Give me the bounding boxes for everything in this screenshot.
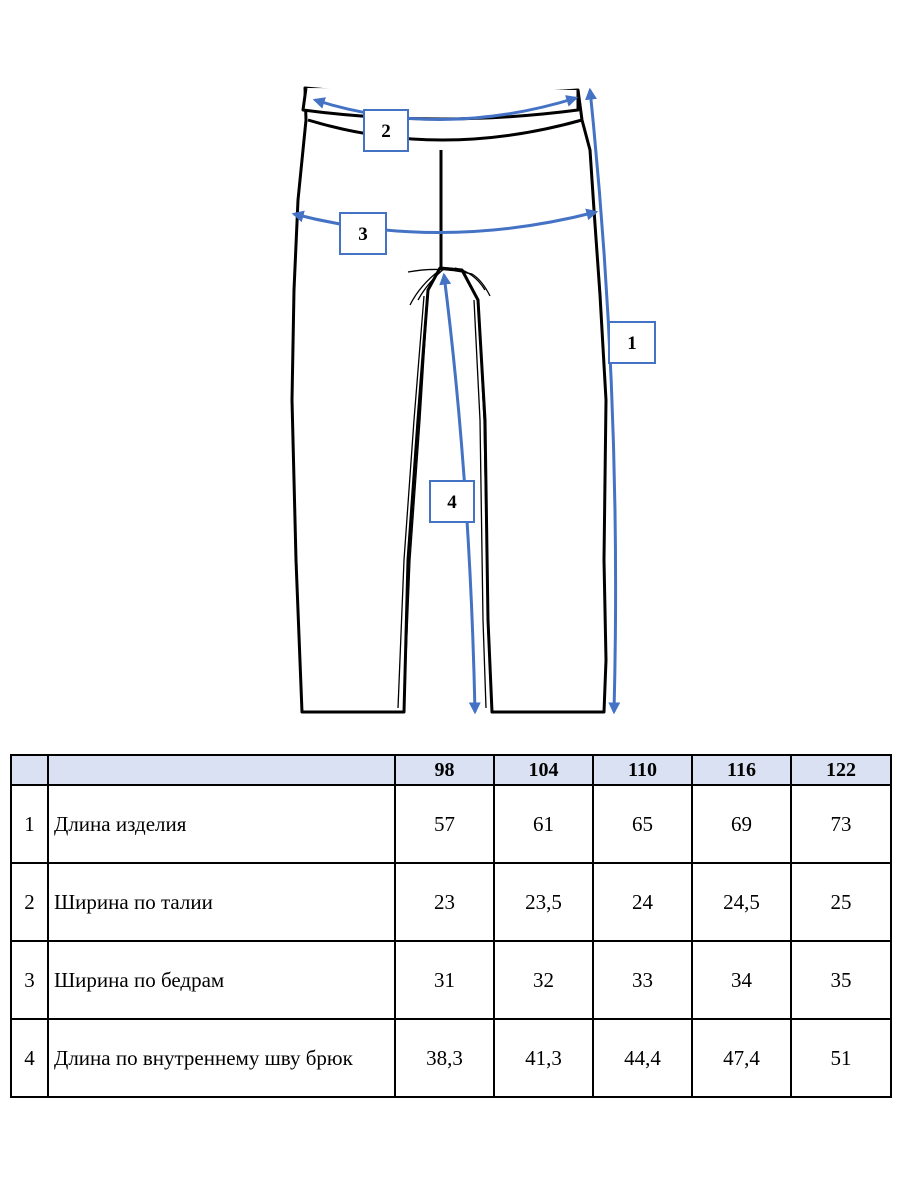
measurement-name: Длина по внутреннему шву брюк (48, 1019, 395, 1097)
table-cell: 35 (791, 941, 891, 1019)
table-cell: 51 (791, 1019, 891, 1097)
label-2-text: 2 (381, 121, 391, 142)
size-table (10, 754, 892, 1098)
table-row (11, 785, 891, 863)
label-1-text: 1 (627, 333, 637, 354)
table-cell: 44,4 (593, 1019, 692, 1097)
table-row (11, 941, 891, 1019)
table-cell: 73 (791, 785, 891, 863)
label-2 (364, 110, 408, 151)
table-cell: 61 (494, 785, 593, 863)
table-cell: 41,3 (494, 1019, 593, 1097)
header-size-116: 116 (692, 755, 791, 785)
table-row (11, 1019, 891, 1097)
row-number: 3 (11, 941, 48, 1019)
measurement-name: Длина изделия (48, 785, 395, 863)
table-cell: 34 (692, 941, 791, 1019)
label-3-text: 3 (358, 224, 368, 245)
table-header-row (11, 755, 891, 785)
table-cell: 38,3 (395, 1019, 494, 1097)
table-cell: 33 (593, 941, 692, 1019)
header-name (48, 755, 395, 785)
table-cell: 65 (593, 785, 692, 863)
row-number: 1 (11, 785, 48, 863)
measurement-name: Ширина по талии (48, 863, 395, 941)
table-cell: 57 (395, 785, 494, 863)
header-size-122: 122 (791, 755, 891, 785)
label-1 (609, 322, 655, 363)
measurement-name: Ширина по бедрам (48, 941, 395, 1019)
label-3 (340, 213, 386, 254)
label-4 (430, 481, 474, 522)
table-cell: 25 (791, 863, 891, 941)
header-num (11, 755, 48, 785)
table-cell: 69 (692, 785, 791, 863)
header-size-98: 98 (395, 755, 494, 785)
row-number: 2 (11, 863, 48, 941)
row-number: 4 (11, 1019, 48, 1097)
table-cell: 23,5 (494, 863, 593, 941)
table-cell: 32 (494, 941, 593, 1019)
table-cell: 23 (395, 863, 494, 941)
header-size-104: 104 (494, 755, 593, 785)
table-cell: 24 (593, 863, 692, 941)
pants-outline (292, 88, 606, 712)
table-cell: 31 (395, 941, 494, 1019)
header-size-110: 110 (593, 755, 692, 785)
table-row (11, 863, 891, 941)
table-cell: 47,4 (692, 1019, 791, 1097)
label-4-text: 4 (447, 492, 457, 513)
table-cell: 24,5 (692, 863, 791, 941)
